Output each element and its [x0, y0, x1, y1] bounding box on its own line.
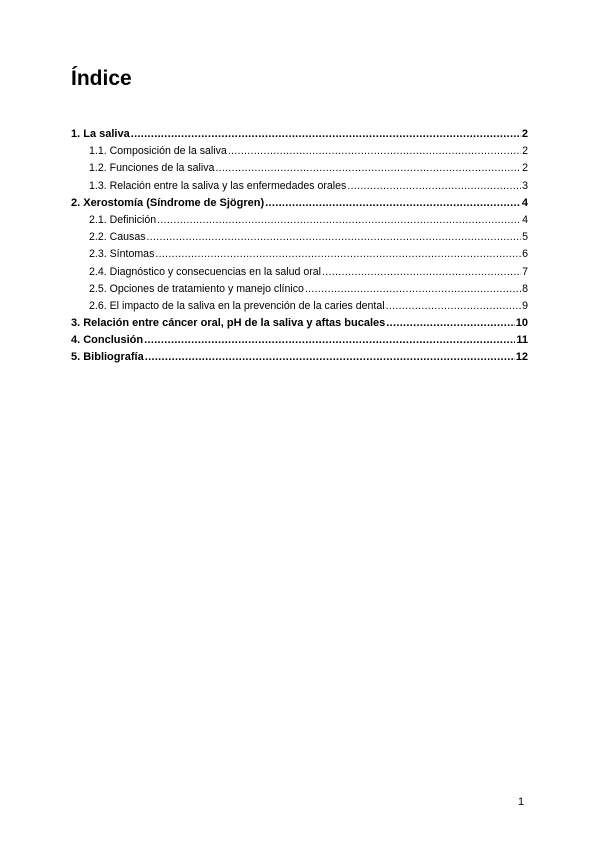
- toc-entry-4[interactable]: [71, 332, 528, 349]
- page-number: 1: [518, 796, 525, 808]
- toc-dot-leader: [386, 298, 521, 315]
- toc-page-number: 4: [522, 213, 528, 226]
- toc-page-number: 4: [521, 196, 528, 209]
- toc-entry-2-3[interactable]: [71, 246, 528, 263]
- toc-dot-leader: [145, 349, 515, 366]
- toc-dot-leader: [228, 143, 521, 160]
- toc-dot-leader: [265, 195, 521, 212]
- toc-page-number: 12: [515, 351, 528, 364]
- toc-entry-text: 2.1. Definición: [89, 213, 157, 226]
- toc-entry-text: 2.2. Causas: [89, 231, 146, 244]
- toc-page-number: 9: [522, 299, 528, 312]
- toc-page-number: 2: [522, 162, 528, 175]
- toc-entry-2-5[interactable]: [71, 281, 528, 298]
- toc-entry-text: 4. Conclusión: [71, 334, 144, 347]
- toc-entry-text: 2.5. Opciones de tratamiento y manejo clínico: [89, 282, 304, 295]
- toc-entry-1-2[interactable]: [71, 160, 528, 177]
- toc-dot-leader: [322, 264, 521, 281]
- toc-page-number: 2: [522, 145, 528, 158]
- toc-entry-text: 2.6. El impacto de la saliva en la prevención de la caries dental: [89, 299, 385, 312]
- toc-entry-3[interactable]: [71, 315, 528, 332]
- toc-dot-leader: [386, 315, 514, 332]
- toc-dot-leader: [144, 332, 515, 349]
- toc-entry-5[interactable]: [71, 349, 528, 366]
- toc-entry-1[interactable]: [71, 126, 528, 143]
- toc-page-number: 11: [516, 334, 528, 347]
- toc-entry-text: 3. Relación entre cáncer oral, pH de la saliva y aftas bucales: [71, 317, 386, 330]
- toc-entry-text: 2. Xerostomía (Síndrome de Sjögren): [71, 196, 265, 209]
- toc-dot-leader: [215, 160, 521, 177]
- toc-entry-text: 1.2. Funciones de la saliva: [89, 162, 215, 175]
- toc-dot-leader: [147, 229, 522, 246]
- toc-entry-text: 1. La saliva: [71, 128, 130, 140]
- toc-entry-2-1[interactable]: [71, 212, 528, 229]
- toc-entry-2-6[interactable]: [71, 298, 528, 315]
- toc-entry-1-3[interactable]: [71, 178, 528, 195]
- toc-entry-text: 2.4. Diagnóstico y consecuencias en la salud oral: [89, 265, 322, 278]
- toc-page-number: 8: [522, 282, 528, 295]
- toc-page-number: 2: [521, 128, 528, 140]
- toc-dot-leader: [131, 126, 521, 143]
- toc-page-number: 5: [522, 231, 528, 244]
- toc-dot-leader: [305, 281, 521, 298]
- toc-page-number: 10: [515, 317, 528, 330]
- toc-entry-2-4[interactable]: [71, 264, 528, 281]
- toc-dot-leader: [347, 178, 521, 195]
- toc-entry-2-2[interactable]: [71, 229, 528, 246]
- table-of-contents: [71, 126, 528, 367]
- toc-page-number: 3: [522, 179, 528, 192]
- toc-dot-leader: [155, 246, 521, 263]
- toc-page-number: 6: [522, 248, 528, 261]
- toc-entry-2[interactable]: [71, 195, 528, 212]
- toc-entry-text: 2.3. Síntomas: [89, 248, 155, 261]
- toc-entry-text: 5. Bibliografía: [71, 351, 144, 364]
- toc-page-number: 7: [522, 265, 528, 278]
- toc-dot-leader: [157, 212, 521, 229]
- toc-entry-text: 1.1. Composición de la saliva: [89, 145, 227, 158]
- toc-entry-1-1[interactable]: [71, 143, 528, 160]
- page-title: Índice: [71, 67, 132, 90]
- toc-entry-text: 1.3. Relación entre la saliva y las enfermedades orales: [89, 179, 347, 192]
